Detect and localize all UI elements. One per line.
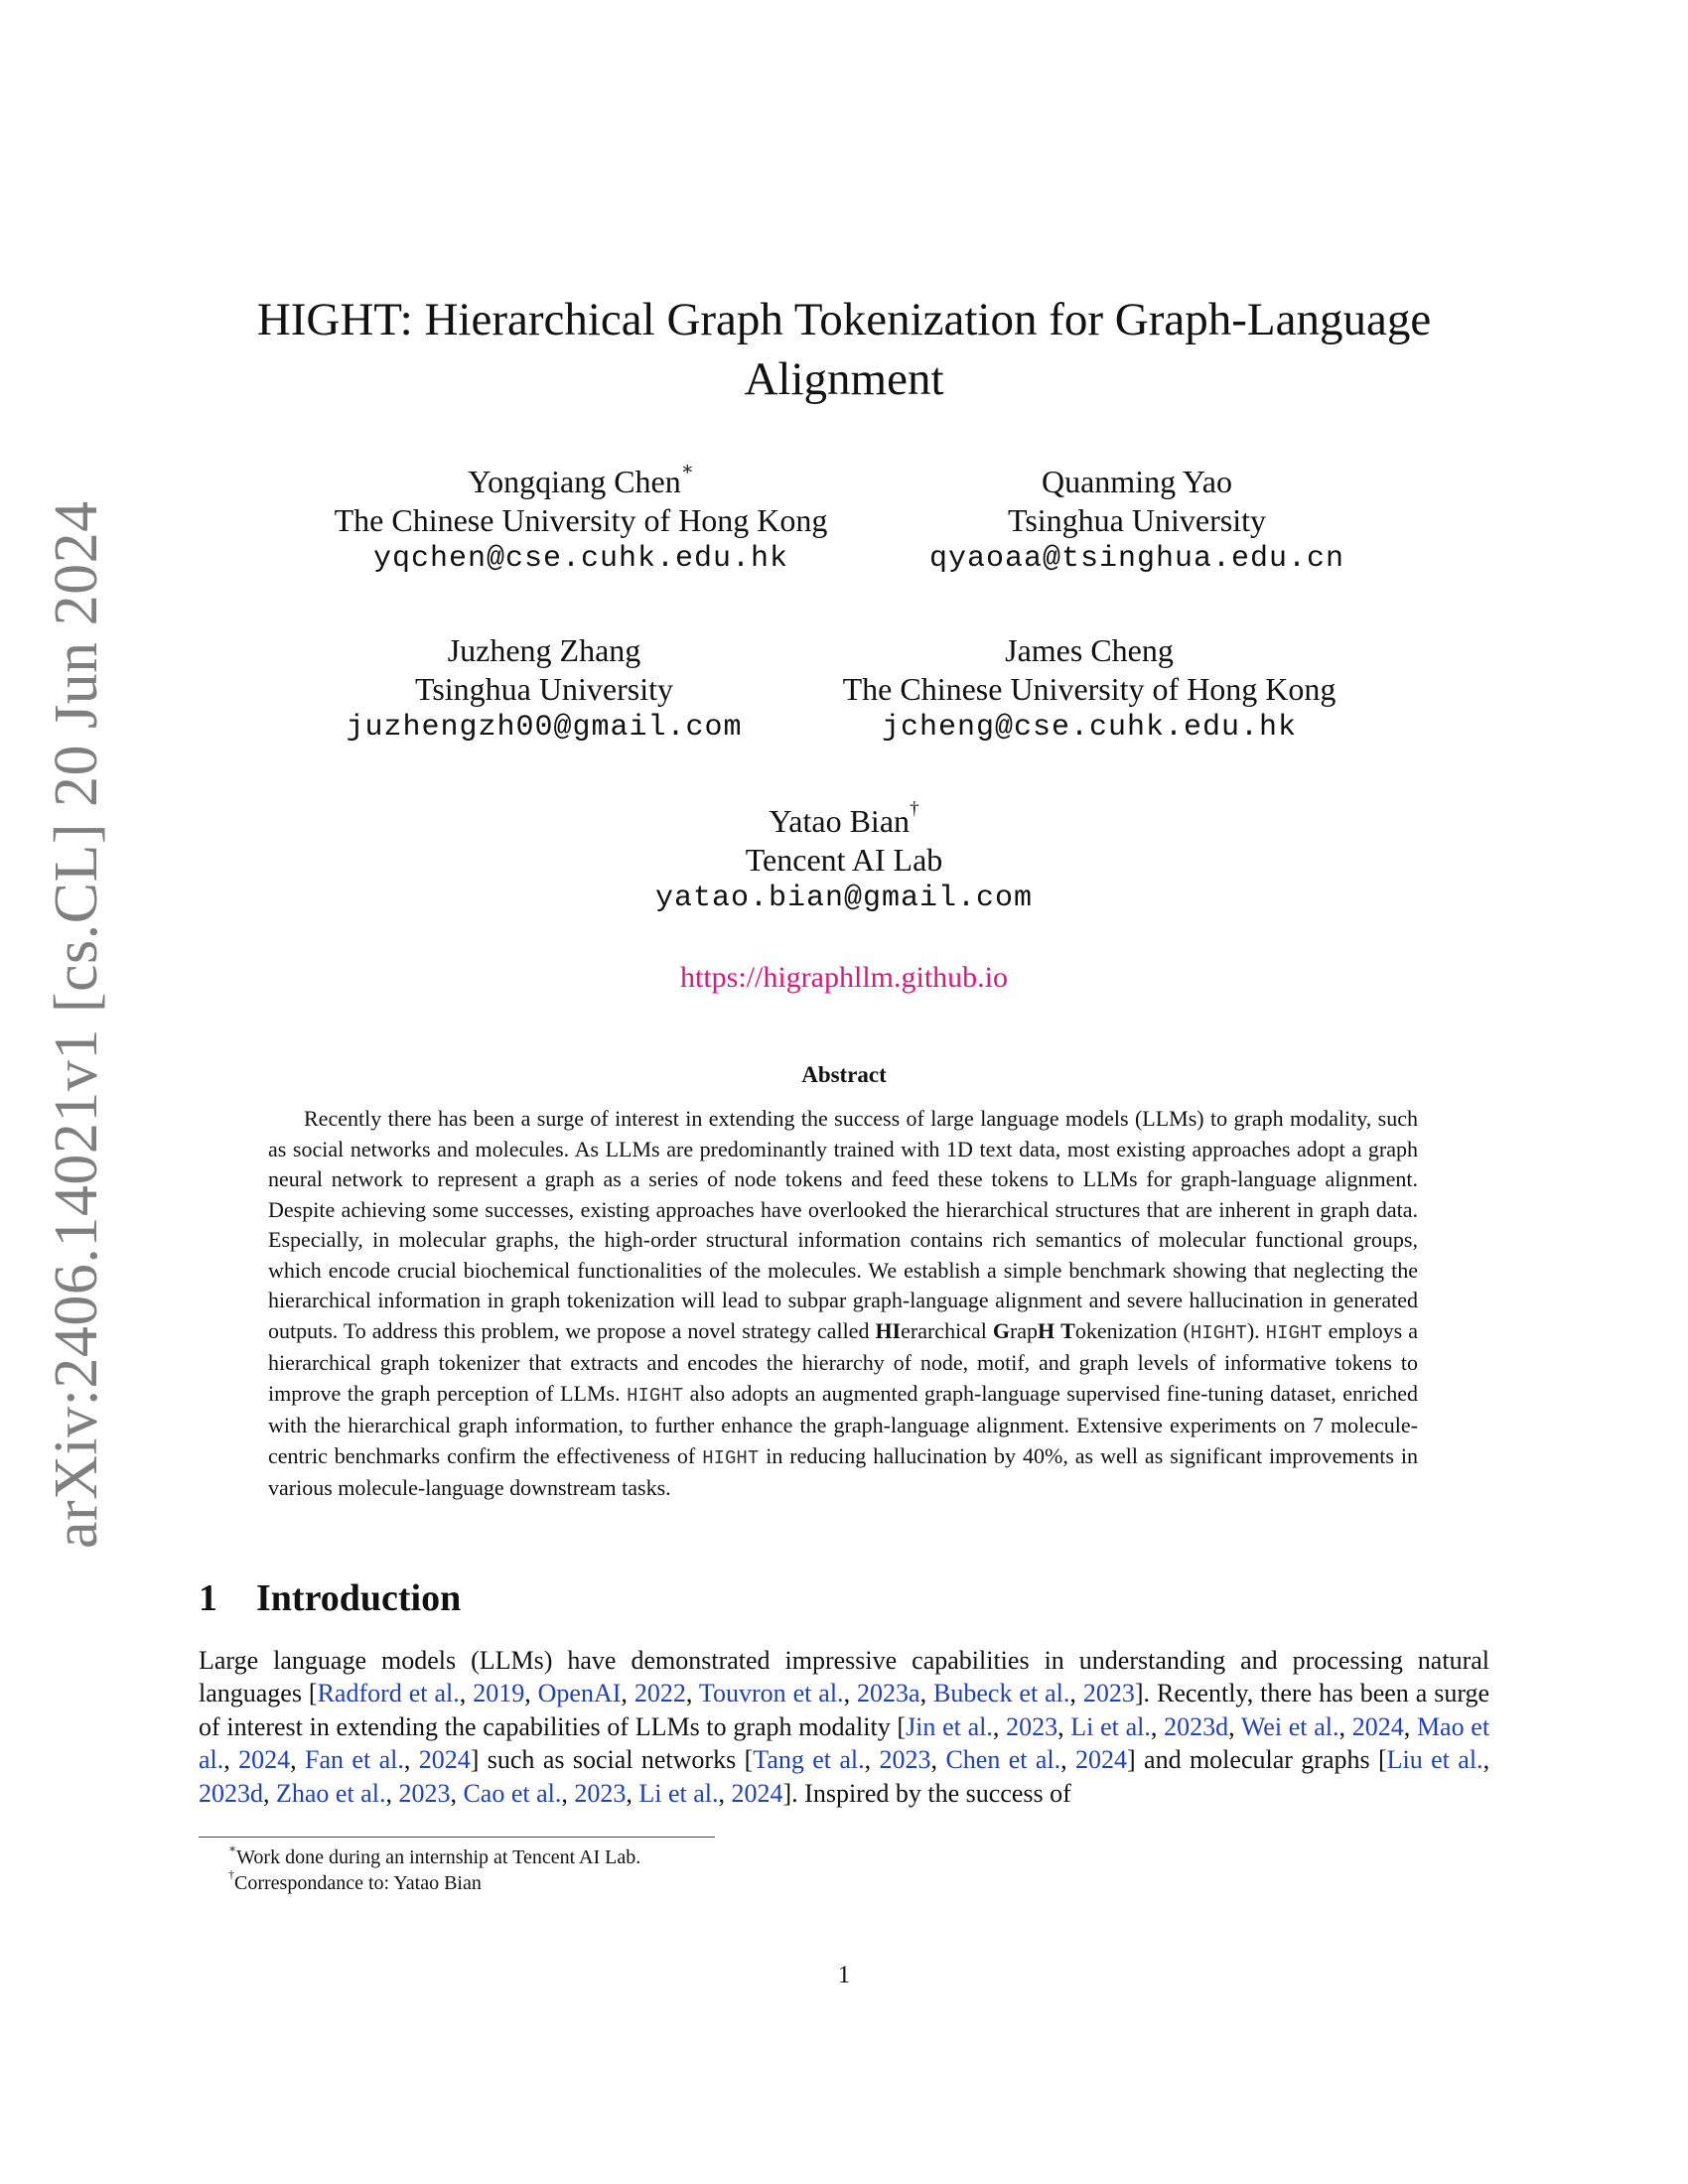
author-affiliation: Tsinghua University bbox=[415, 671, 673, 707]
citation-link[interactable]: 2023 bbox=[1082, 1679, 1135, 1708]
citation-link[interactable]: Jin et al. bbox=[906, 1711, 993, 1741]
footnotes bbox=[199, 1844, 1489, 1896]
author-affiliation: The Chinese University of Hong Kong bbox=[842, 671, 1336, 707]
author-email[interactable]: yqchen@cse.cuhk.edu.hk bbox=[372, 542, 789, 576]
page-number: 1 bbox=[837, 1962, 851, 1988]
author-name: Yongqiang Chen∗ bbox=[468, 459, 694, 499]
citation-link[interactable]: Wei et al. bbox=[1240, 1711, 1339, 1741]
author-block bbox=[546, 798, 1142, 918]
author-email[interactable]: jcheng@cse.cuhk.edu.hk bbox=[881, 711, 1298, 745]
citation-link[interactable]: OpenAI bbox=[537, 1679, 622, 1708]
author-affiliation: The Chinese University of Hong Kong bbox=[334, 502, 828, 538]
citation-link[interactable]: 2019 bbox=[473, 1679, 525, 1708]
citation-link[interactable]: Chen et al. bbox=[945, 1745, 1061, 1775]
citation-link[interactable]: 2023 bbox=[879, 1745, 931, 1775]
title-line-2: Alignment bbox=[744, 353, 944, 405]
method-name: HIGHT bbox=[1265, 1321, 1323, 1344]
author-email[interactable]: qyaoaa@tsinghua.edu.cn bbox=[928, 542, 1345, 576]
citation-link[interactable]: 2023 bbox=[574, 1778, 627, 1808]
author-name: Yatao Bian† bbox=[769, 798, 919, 839]
title-line-1: HIGHT: Hierarchical Graph Tokenization for Graph-Language bbox=[256, 294, 1432, 345]
author-name: James Cheng bbox=[1005, 632, 1174, 668]
author-name: Quanming Yao bbox=[1041, 464, 1232, 499]
citation-link[interactable]: 2024 bbox=[731, 1778, 783, 1808]
paper-title bbox=[199, 290, 1489, 409]
footnote: ∗Work done during an internship at Tencent AI Lab. bbox=[228, 1842, 641, 1868]
citation-link[interactable]: Bubeck et al. bbox=[933, 1679, 1070, 1708]
author-name: Juzheng Zhang bbox=[447, 632, 641, 668]
arxiv-identifier: arXiv:2406.14021v1 [cs.CL] 20 Jun 2024 bbox=[43, 500, 110, 1549]
citation-link[interactable]: Mao et al. bbox=[199, 1711, 1490, 1775]
citation-link[interactable]: Radford et al. bbox=[317, 1679, 460, 1708]
citation-link[interactable]: Li et al. bbox=[1070, 1711, 1151, 1741]
method-name: HIGHT bbox=[627, 1384, 684, 1407]
abstract-heading: Abstract bbox=[801, 1062, 887, 1087]
citation-link[interactable]: 2024 bbox=[1075, 1745, 1127, 1775]
citation-link[interactable]: Liu et al. bbox=[1386, 1745, 1483, 1775]
footnote: †Correspondance to: Yatao Bian bbox=[228, 1867, 482, 1894]
citation-link[interactable]: Touvron et al. bbox=[698, 1679, 844, 1708]
introduction-text: Large language models (LLMs) have demonstrated impressive capabilities in understanding and processing natural languages [Radford et al., 2019, OpenAI, 2022, Touvron et al., 2023a, Bubeck et al., 2023]. Recently, there has been a surge of interest in extending the capabilities of LLMs to graph modality [Jin et al., 2023, Li et al., 2023d, Wei et al., 2024, Mao et al., 2024, Fan et al., 2024] such as social networks [Tang et al., 2023, Chen et al., 2024] and molecular graphs [Liu et al., 2023d, Zhao et al., 2023, Cao et al., 2023, Li et al., 2024]. Inspired by the success of bbox=[199, 1646, 1490, 1808]
citation-link[interactable]: 2023 bbox=[398, 1778, 451, 1808]
citation-link[interactable]: Tang et al. bbox=[753, 1745, 865, 1775]
citation-link[interactable]: 2024 bbox=[418, 1745, 471, 1775]
method-name: HIGHT bbox=[702, 1446, 760, 1469]
author-email[interactable]: juzhengzh00@gmail.com bbox=[346, 711, 743, 745]
citation-link[interactable]: Li et al. bbox=[638, 1778, 719, 1808]
author-block bbox=[246, 631, 842, 748]
author-block bbox=[283, 459, 879, 579]
citation-link[interactable]: Fan et al. bbox=[305, 1745, 404, 1775]
author-email[interactable]: yatao.bian@gmail.com bbox=[654, 882, 1034, 915]
citation-link[interactable]: 2024 bbox=[1351, 1711, 1404, 1741]
author-block bbox=[839, 463, 1435, 579]
author-affiliation: Tsinghua University bbox=[1008, 502, 1266, 538]
abstract-text: Recently there has been a surge of interest in extending the success of large language models (LLMs) to graph modality, such as social networks and molecules. As LLMs are predominantly trained with 1D text data, most existing approaches adopt a graph neural network to represent a graph as a series of node tokens and feed these tokens to LLMs for graph-language alignment. Despite achieving some successes, existing approaches have overlooked the hierarchical structures that are inherent in graph data. Especially, in molecular graphs, the high-order structural information contains rich semantics of molecular functional groups, which encode crucial biochemical functionalities of the molecules. We establish a simple benchmark showing that neglecting the hierarchical information in graph tokenization will lead to subpar graph-language alignment and severe hallucination in generated outputs. To address this problem, we propose a novel strategy called HIerarchical GrapH Tokenization (HIGHT). HIGHT employs a hierarchical graph tokenizer that extracts and encodes the hierarchy of node, motif, and graph levels of informative tokens to improve the graph perception of LLMs. HIGHT also adopts an augmented graph-language supervised fine-tuning dataset, enriched with the hierarchical graph information, to further enhance the graph-language alignment. Extensive experiments on 7 molecule-centric benchmarks confirm the effectiveness of HIGHT in reducing hallucination by 40%, as well as significant improvements in various molecule-language downstream tasks. bbox=[268, 1106, 1418, 1500]
citation-link[interactable]: 2023 bbox=[1006, 1711, 1058, 1741]
method-name: HIGHT bbox=[1190, 1321, 1247, 1344]
citation-link[interactable]: 2023d bbox=[1164, 1711, 1229, 1741]
citation-link[interactable]: 2023a bbox=[857, 1679, 920, 1708]
author-affiliation: Tencent AI Lab bbox=[745, 842, 943, 878]
citation-link[interactable]: 2024 bbox=[238, 1745, 291, 1775]
project-page-link[interactable]: https://higraphllm.github.io bbox=[680, 961, 1008, 994]
author-block bbox=[791, 631, 1387, 748]
section-heading-introduction: 1 Introduction bbox=[199, 1577, 462, 1619]
citation-link[interactable]: 2022 bbox=[633, 1679, 686, 1708]
citation-link[interactable]: Cao et al. bbox=[463, 1778, 562, 1808]
citation-link[interactable]: Zhao et al. bbox=[276, 1778, 386, 1808]
citation-link[interactable]: 2023d bbox=[199, 1778, 263, 1808]
footnote-divider bbox=[199, 1837, 715, 1838]
